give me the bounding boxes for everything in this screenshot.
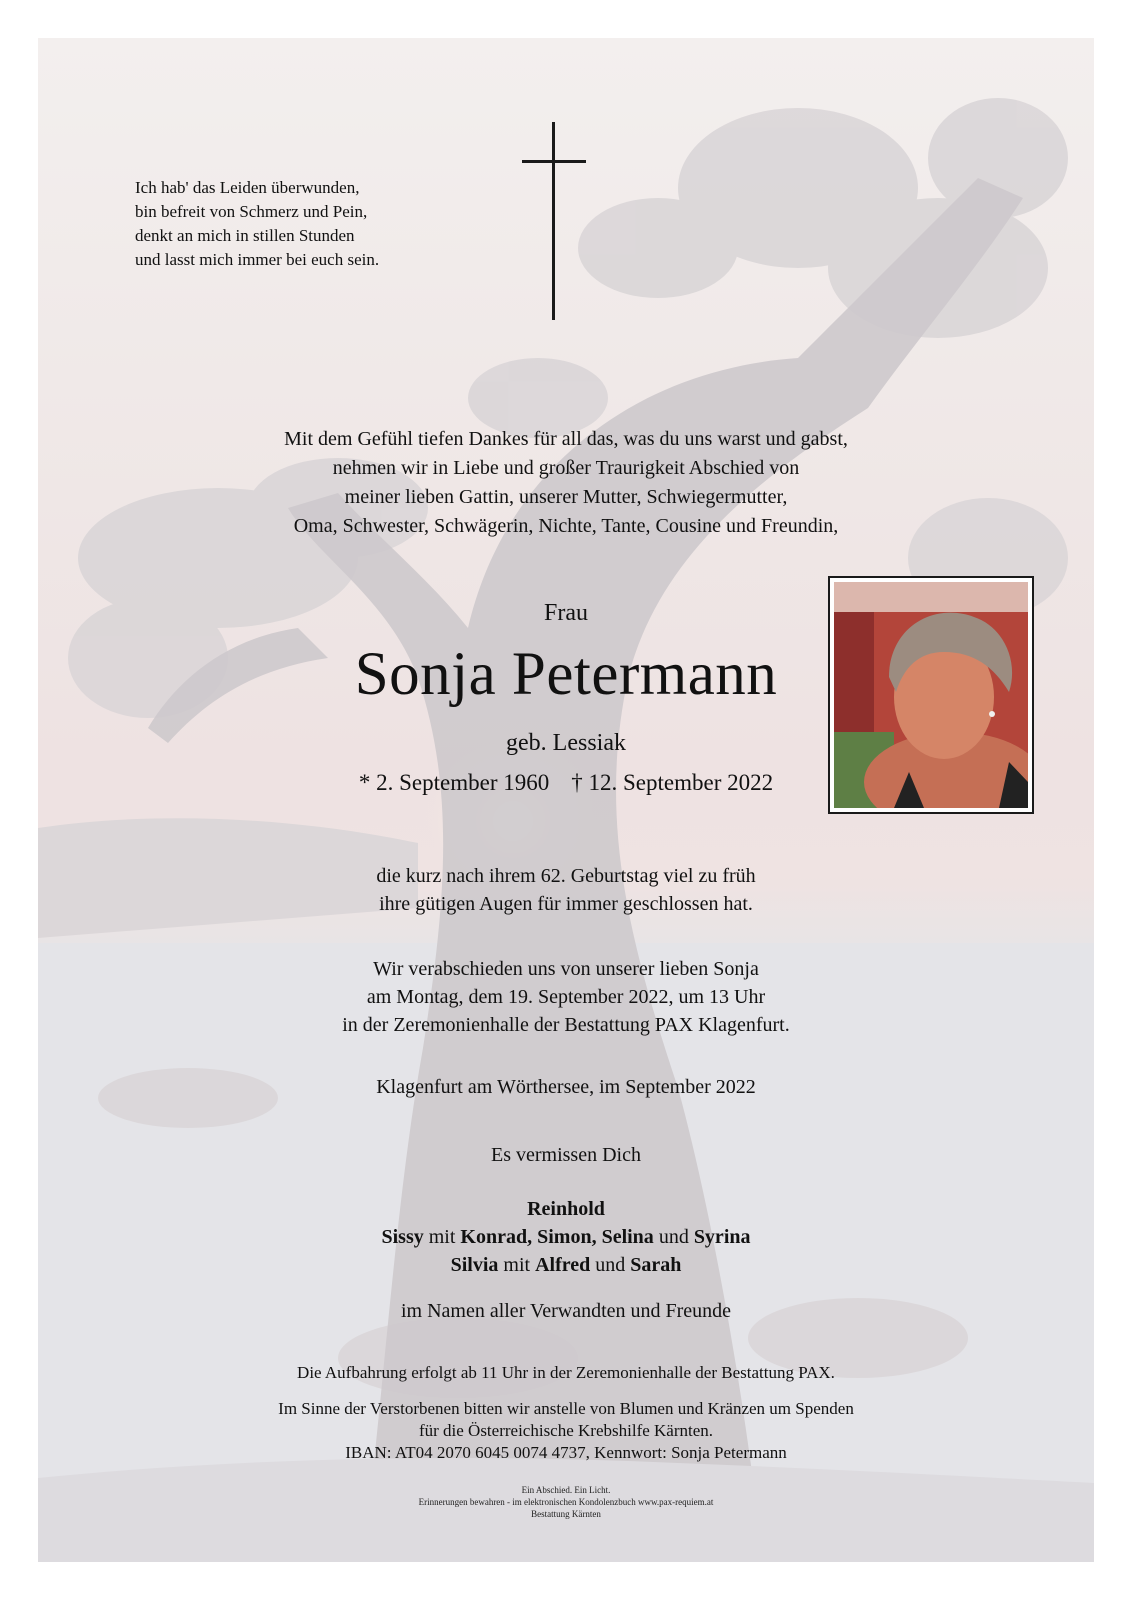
family-line [0, 1223, 1132, 1251]
intro-line: meiner lieben Gattin, unserer Mutter, Schwiegermutter, [344, 486, 788, 508]
family-name: Silvia [450, 1254, 499, 1276]
family-line [0, 1251, 1132, 1279]
cross-vertical-bar [552, 122, 555, 320]
cross-horizontal-bar [522, 160, 586, 163]
family-name: Reinhold [527, 1198, 605, 1220]
connector: und [653, 1226, 694, 1248]
family-names [0, 1195, 1132, 1279]
miss-you-text: Es vermissen Dich [491, 1144, 641, 1166]
deceased-name: Sonja Petermann [354, 641, 778, 708]
death-line: ihre gütigen Augen für immer geschlossen hat. [379, 893, 753, 915]
portrait-photo [834, 582, 1028, 808]
connector: mit [498, 1254, 536, 1276]
donation-line: Im Sinne der Verstorbenen bitten wir anstelle von Blumen und Kränzen um Spenden [278, 1399, 854, 1418]
poem [135, 176, 379, 272]
intro-line: Mit dem Gefühl tiefen Dankes für all das, was du uns warst und gabst, [284, 428, 848, 450]
intro-text [0, 425, 1132, 541]
birth-date: * 2. September 1960 [358, 770, 550, 795]
donation-line: IBAN: AT04 2070 6045 0074 4737, Kennwort: Sonja Petermann [345, 1443, 787, 1462]
footer-line: Bestattung Kärnten [531, 1509, 601, 1519]
poem-line: und lasst mich immer bei euch sein. [135, 250, 380, 269]
donation-line: für die Österreichische Krebshilfe Kärnten. [418, 1421, 714, 1440]
footer-line: Ein Abschied. Ein Licht. [521, 1485, 611, 1495]
poem-line: bin befreit von Schmerz und Pein, [135, 202, 368, 221]
footer-line: Erinnerungen bewahren - im elektronischen Kondolenzbuch www.pax-requiem.at [418, 1497, 714, 1507]
portrait-frame [828, 576, 1034, 814]
family-name: Sissy [381, 1226, 424, 1248]
family-name: Syrina [693, 1226, 751, 1248]
family-name: Alfred [535, 1254, 591, 1276]
intro-line: Oma, Schwester, Schwägerin, Nichte, Tante, Cousine und Freundin, [293, 515, 839, 537]
family-name: Sarah [630, 1254, 682, 1276]
farewell-line: Wir verabschieden uns von unserer lieben Sonja [373, 958, 759, 980]
poem-line: denkt an mich in stillen Stunden [135, 226, 355, 245]
place-and-date: Klagenfurt am Wörthersee, im September 2022 [376, 1076, 756, 1098]
footer [0, 1484, 1132, 1520]
farewell-line: am Montag, dem 19. September 2022, um 13 Uhr [366, 986, 766, 1008]
donation-notice [0, 1398, 1132, 1464]
family-line [0, 1195, 1132, 1223]
connector: mit [423, 1226, 461, 1248]
death-date: † 12. September 2022 [571, 770, 774, 795]
family-name: Konrad, Simon, Selina [460, 1226, 654, 1248]
connector: und [590, 1254, 631, 1276]
farewell-text [0, 955, 1132, 1039]
death-text [0, 862, 1132, 918]
poem-line: Ich hab' das Leiden überwunden, [135, 178, 360, 197]
intro-line: nehmen wir in Liebe und großer Traurigkeit Abschied von [332, 457, 800, 479]
latin-cross-icon [522, 122, 586, 320]
death-line: die kurz nach ihrem 62. Geburtstag viel zu früh [376, 865, 756, 887]
farewell-line: in der Zeremonienhalle der Bestattung PAX Klagenfurt. [342, 1014, 790, 1036]
viewing-notice: Die Aufbahrung erfolgt ab 11 Uhr in der Zeremonienhalle der Bestattung PAX. [297, 1363, 835, 1382]
salutation: Frau [544, 600, 588, 626]
relatives-text: im Namen aller Verwandten und Freunde [400, 1300, 732, 1322]
maiden-name: geb. Lessiak [506, 730, 626, 756]
